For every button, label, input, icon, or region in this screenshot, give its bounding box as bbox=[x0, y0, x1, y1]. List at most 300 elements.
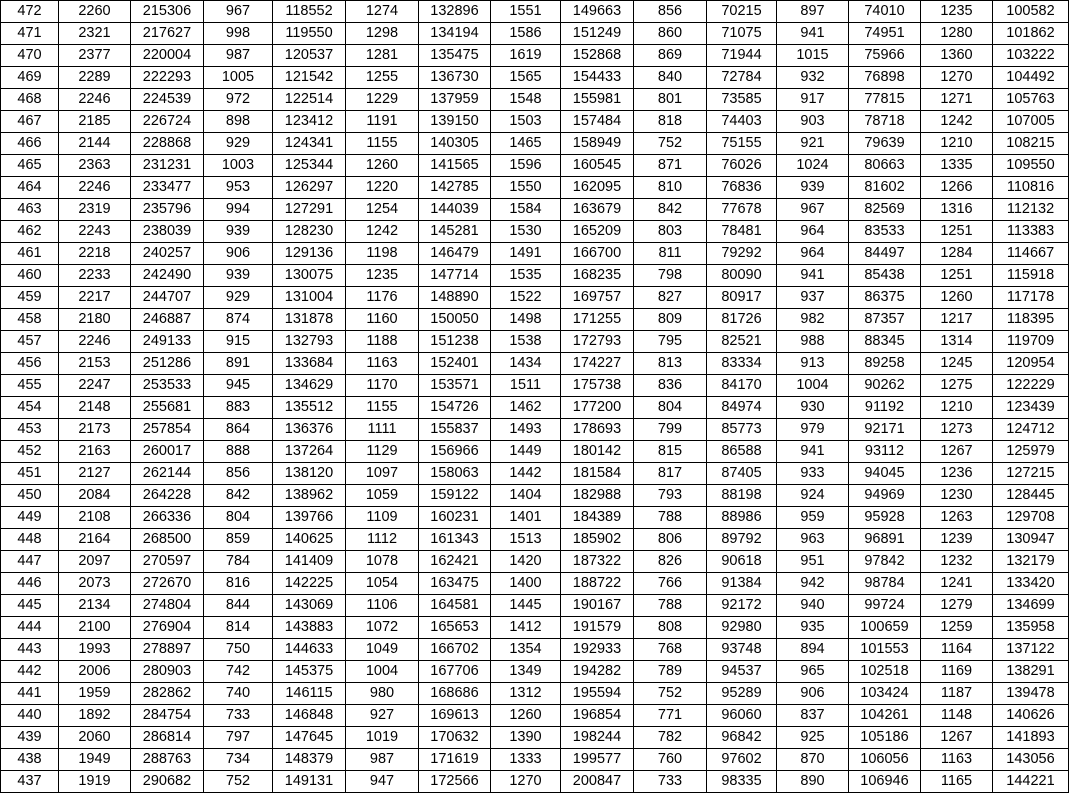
table-cell: 1266 bbox=[921, 177, 993, 199]
table-cell: 1106 bbox=[346, 595, 419, 617]
table-row bbox=[1, 199, 1069, 221]
table-cell: 85438 bbox=[849, 265, 921, 287]
table-cell: 94969 bbox=[849, 485, 921, 507]
row-index-cell: 444 bbox=[1, 617, 59, 639]
table-cell: 903 bbox=[777, 111, 849, 133]
table-cell: 101553 bbox=[849, 639, 921, 661]
table-cell: 1251 bbox=[921, 221, 993, 243]
table-cell: 133420 bbox=[993, 573, 1069, 595]
table-cell: 81602 bbox=[849, 177, 921, 199]
table-cell: 157484 bbox=[561, 111, 634, 133]
table-cell: 158949 bbox=[561, 133, 634, 155]
table-cell: 109550 bbox=[993, 155, 1069, 177]
table-cell: 856 bbox=[634, 1, 707, 23]
table-cell: 72784 bbox=[707, 67, 777, 89]
table-cell: 898 bbox=[204, 111, 273, 133]
table-cell: 100659 bbox=[849, 617, 921, 639]
table-cell: 181584 bbox=[561, 463, 634, 485]
table-cell: 2173 bbox=[59, 419, 131, 441]
table-cell: 1312 bbox=[491, 683, 561, 705]
table-cell: 1148 bbox=[921, 705, 993, 727]
table-cell: 131878 bbox=[273, 309, 346, 331]
table-cell: 1280 bbox=[921, 23, 993, 45]
table-cell: 788 bbox=[634, 595, 707, 617]
table-cell: 260017 bbox=[131, 441, 204, 463]
table-cell: 1239 bbox=[921, 529, 993, 551]
table-cell: 1360 bbox=[921, 45, 993, 67]
table-cell: 85773 bbox=[707, 419, 777, 441]
table-cell: 982 bbox=[777, 309, 849, 331]
table-cell: 816 bbox=[204, 573, 273, 595]
table-cell: 196854 bbox=[561, 705, 634, 727]
table-row bbox=[1, 507, 1069, 529]
table-cell: 114667 bbox=[993, 243, 1069, 265]
table-row bbox=[1, 683, 1069, 705]
table-cell: 153571 bbox=[419, 375, 491, 397]
table-row bbox=[1, 705, 1069, 727]
table-cell: 1270 bbox=[491, 771, 561, 793]
table-cell: 80090 bbox=[707, 265, 777, 287]
table-cell: 1354 bbox=[491, 639, 561, 661]
table-cell: 192933 bbox=[561, 639, 634, 661]
table-cell: 87405 bbox=[707, 463, 777, 485]
table-cell: 891 bbox=[204, 353, 273, 375]
table-cell: 1270 bbox=[921, 67, 993, 89]
table-row bbox=[1, 397, 1069, 419]
table-cell: 151249 bbox=[561, 23, 634, 45]
table-row bbox=[1, 463, 1069, 485]
table-cell: 86588 bbox=[707, 441, 777, 463]
table-row bbox=[1, 595, 1069, 617]
table-cell: 1163 bbox=[346, 353, 419, 375]
table-cell: 89792 bbox=[707, 529, 777, 551]
table-cell: 146848 bbox=[273, 705, 346, 727]
table-cell: 1333 bbox=[491, 749, 561, 771]
table-row bbox=[1, 309, 1069, 331]
table-cell: 988 bbox=[777, 331, 849, 353]
table-cell: 91192 bbox=[849, 397, 921, 419]
table-cell: 87357 bbox=[849, 309, 921, 331]
table-cell: 172793 bbox=[561, 331, 634, 353]
table-cell: 963 bbox=[777, 529, 849, 551]
table-row bbox=[1, 573, 1069, 595]
table-cell: 96891 bbox=[849, 529, 921, 551]
table-cell: 972 bbox=[204, 89, 273, 111]
table-cell: 119709 bbox=[993, 331, 1069, 353]
table-cell: 1462 bbox=[491, 397, 561, 419]
table-cell: 169613 bbox=[419, 705, 491, 727]
table-cell: 844 bbox=[204, 595, 273, 617]
table-cell: 108215 bbox=[993, 133, 1069, 155]
table-cell: 132896 bbox=[419, 1, 491, 23]
table-cell: 913 bbox=[777, 353, 849, 375]
table-cell: 172566 bbox=[419, 771, 491, 793]
table-cell: 142225 bbox=[273, 573, 346, 595]
table-cell: 1503 bbox=[491, 111, 561, 133]
table-cell: 165653 bbox=[419, 617, 491, 639]
table-cell: 2260 bbox=[59, 1, 131, 23]
table-cell: 133684 bbox=[273, 353, 346, 375]
table-cell: 980 bbox=[346, 683, 419, 705]
table-cell: 1390 bbox=[491, 727, 561, 749]
table-cell: 1015 bbox=[777, 45, 849, 67]
table-cell: 2247 bbox=[59, 375, 131, 397]
table-cell: 94045 bbox=[849, 463, 921, 485]
table-cell: 840 bbox=[634, 67, 707, 89]
row-index-cell: 450 bbox=[1, 485, 59, 507]
table-row bbox=[1, 727, 1069, 749]
table-cell: 158063 bbox=[419, 463, 491, 485]
table-cell: 121542 bbox=[273, 67, 346, 89]
table-cell: 933 bbox=[777, 463, 849, 485]
row-index-cell: 439 bbox=[1, 727, 59, 749]
table-cell: 2217 bbox=[59, 287, 131, 309]
table-cell: 813 bbox=[634, 353, 707, 375]
table-cell: 1254 bbox=[346, 199, 419, 221]
table-cell: 1493 bbox=[491, 419, 561, 441]
table-cell: 1210 bbox=[921, 397, 993, 419]
table-cell: 1109 bbox=[346, 507, 419, 529]
table-cell: 79292 bbox=[707, 243, 777, 265]
table-cell: 1993 bbox=[59, 639, 131, 661]
row-index-cell: 469 bbox=[1, 67, 59, 89]
table-row bbox=[1, 529, 1069, 551]
table-cell: 122514 bbox=[273, 89, 346, 111]
table-cell: 253533 bbox=[131, 375, 204, 397]
table-cell: 73585 bbox=[707, 89, 777, 111]
table-cell: 127291 bbox=[273, 199, 346, 221]
table-cell: 994 bbox=[204, 199, 273, 221]
table-cell: 134699 bbox=[993, 595, 1069, 617]
table-cell: 112132 bbox=[993, 199, 1069, 221]
table-cell: 97602 bbox=[707, 749, 777, 771]
table-cell: 142785 bbox=[419, 177, 491, 199]
table-cell: 75966 bbox=[849, 45, 921, 67]
table-cell: 939 bbox=[204, 265, 273, 287]
table-cell: 106946 bbox=[849, 771, 921, 793]
row-index-cell: 454 bbox=[1, 397, 59, 419]
table-cell: 74403 bbox=[707, 111, 777, 133]
table-cell: 1434 bbox=[491, 353, 561, 375]
table-cell: 1191 bbox=[346, 111, 419, 133]
table-cell: 278897 bbox=[131, 639, 204, 661]
table-cell: 1078 bbox=[346, 551, 419, 573]
table-cell: 921 bbox=[777, 133, 849, 155]
table-cell: 801 bbox=[634, 89, 707, 111]
table-cell: 195594 bbox=[561, 683, 634, 705]
table-cell: 2148 bbox=[59, 397, 131, 419]
table-cell: 155837 bbox=[419, 419, 491, 441]
table-cell: 88198 bbox=[707, 485, 777, 507]
table-cell: 782 bbox=[634, 727, 707, 749]
table-cell: 804 bbox=[204, 507, 273, 529]
table-cell: 1019 bbox=[346, 727, 419, 749]
table-cell: 100582 bbox=[993, 1, 1069, 23]
table-cell: 752 bbox=[204, 771, 273, 793]
table-cell: 953 bbox=[204, 177, 273, 199]
table-cell: 242490 bbox=[131, 265, 204, 287]
table-cell: 869 bbox=[634, 45, 707, 67]
table-cell: 1112 bbox=[346, 529, 419, 551]
row-index-cell: 467 bbox=[1, 111, 59, 133]
table-cell: 815 bbox=[634, 441, 707, 463]
table-cell: 163679 bbox=[561, 199, 634, 221]
table-cell: 139766 bbox=[273, 507, 346, 529]
table-cell: 166700 bbox=[561, 243, 634, 265]
table-cell: 752 bbox=[634, 683, 707, 705]
table-cell: 135958 bbox=[993, 617, 1069, 639]
table-cell: 145375 bbox=[273, 661, 346, 683]
table-cell: 788 bbox=[634, 507, 707, 529]
table-cell: 809 bbox=[634, 309, 707, 331]
table-cell: 130075 bbox=[273, 265, 346, 287]
table-body bbox=[1, 1, 1069, 793]
table-cell: 1551 bbox=[491, 1, 561, 23]
table-cell: 789 bbox=[634, 661, 707, 683]
table-cell: 1535 bbox=[491, 265, 561, 287]
table-cell: 235796 bbox=[131, 199, 204, 221]
table-cell: 750 bbox=[204, 639, 273, 661]
table-cell: 140626 bbox=[993, 705, 1069, 727]
table-cell: 120954 bbox=[993, 353, 1069, 375]
table-cell: 171255 bbox=[561, 309, 634, 331]
table-cell: 793 bbox=[634, 485, 707, 507]
table-row bbox=[1, 661, 1069, 683]
table-cell: 951 bbox=[777, 551, 849, 573]
table-cell: 1892 bbox=[59, 705, 131, 727]
table-cell: 1412 bbox=[491, 617, 561, 639]
table-cell: 132793 bbox=[273, 331, 346, 353]
table-cell: 131004 bbox=[273, 287, 346, 309]
table-cell: 939 bbox=[777, 177, 849, 199]
table-cell: 1586 bbox=[491, 23, 561, 45]
table-cell: 806 bbox=[634, 529, 707, 551]
table-cell: 930 bbox=[777, 397, 849, 419]
table-cell: 1491 bbox=[491, 243, 561, 265]
table-cell: 2134 bbox=[59, 595, 131, 617]
table-cell: 140625 bbox=[273, 529, 346, 551]
table-cell: 2127 bbox=[59, 463, 131, 485]
table-cell: 96842 bbox=[707, 727, 777, 749]
table-cell: 135512 bbox=[273, 397, 346, 419]
table-row bbox=[1, 243, 1069, 265]
table-row bbox=[1, 617, 1069, 639]
table-cell: 890 bbox=[777, 771, 849, 793]
row-index-cell: 453 bbox=[1, 419, 59, 441]
table-cell: 1273 bbox=[921, 419, 993, 441]
table-cell: 2153 bbox=[59, 353, 131, 375]
table-cell: 94537 bbox=[707, 661, 777, 683]
table-cell: 136730 bbox=[419, 67, 491, 89]
row-index-cell: 466 bbox=[1, 133, 59, 155]
table-cell: 1335 bbox=[921, 155, 993, 177]
table-cell: 220004 bbox=[131, 45, 204, 67]
table-cell: 238039 bbox=[131, 221, 204, 243]
table-cell: 143069 bbox=[273, 595, 346, 617]
table-cell: 170632 bbox=[419, 727, 491, 749]
table-cell: 191579 bbox=[561, 617, 634, 639]
table-cell: 71075 bbox=[707, 23, 777, 45]
table-cell: 1230 bbox=[921, 485, 993, 507]
table-cell: 1530 bbox=[491, 221, 561, 243]
table-cell: 1281 bbox=[346, 45, 419, 67]
table-cell: 1188 bbox=[346, 331, 419, 353]
table-cell: 2218 bbox=[59, 243, 131, 265]
table-cell: 888 bbox=[204, 441, 273, 463]
table-cell: 1169 bbox=[921, 661, 993, 683]
table-cell: 84497 bbox=[849, 243, 921, 265]
table-cell: 1316 bbox=[921, 199, 993, 221]
table-cell: 124341 bbox=[273, 133, 346, 155]
table-cell: 1155 bbox=[346, 397, 419, 419]
table-cell: 105763 bbox=[993, 89, 1069, 111]
table-cell: 115918 bbox=[993, 265, 1069, 287]
table-cell: 99724 bbox=[849, 595, 921, 617]
table-cell: 784 bbox=[204, 551, 273, 573]
table-cell: 118395 bbox=[993, 309, 1069, 331]
table-cell: 1220 bbox=[346, 177, 419, 199]
table-cell: 742 bbox=[204, 661, 273, 683]
table-cell: 2233 bbox=[59, 265, 131, 287]
table-cell: 734 bbox=[204, 749, 273, 771]
table-cell: 987 bbox=[346, 749, 419, 771]
table-cell: 917 bbox=[777, 89, 849, 111]
row-index-cell: 451 bbox=[1, 463, 59, 485]
table-cell: 795 bbox=[634, 331, 707, 353]
table-cell: 2060 bbox=[59, 727, 131, 749]
table-cell: 274804 bbox=[131, 595, 204, 617]
table-cell: 257854 bbox=[131, 419, 204, 441]
table-cell: 129136 bbox=[273, 243, 346, 265]
table-cell: 244707 bbox=[131, 287, 204, 309]
table-cell: 125979 bbox=[993, 441, 1069, 463]
row-index-cell: 457 bbox=[1, 331, 59, 353]
table-cell: 1217 bbox=[921, 309, 993, 331]
table-cell: 138120 bbox=[273, 463, 346, 485]
table-cell: 811 bbox=[634, 243, 707, 265]
table-cell: 814 bbox=[204, 617, 273, 639]
table-cell: 906 bbox=[777, 683, 849, 705]
table-cell: 797 bbox=[204, 727, 273, 749]
table-row bbox=[1, 23, 1069, 45]
table-cell: 2321 bbox=[59, 23, 131, 45]
table-cell: 77815 bbox=[849, 89, 921, 111]
table-cell: 134194 bbox=[419, 23, 491, 45]
table-cell: 226724 bbox=[131, 111, 204, 133]
table-cell: 89258 bbox=[849, 353, 921, 375]
table-cell: 139478 bbox=[993, 683, 1069, 705]
table-cell: 1548 bbox=[491, 89, 561, 111]
table-cell: 286814 bbox=[131, 727, 204, 749]
table-cell: 146479 bbox=[419, 243, 491, 265]
table-cell: 1260 bbox=[921, 287, 993, 309]
table-cell: 88345 bbox=[849, 331, 921, 353]
table-cell: 280903 bbox=[131, 661, 204, 683]
table-cell: 733 bbox=[204, 705, 273, 727]
table-cell: 1059 bbox=[346, 485, 419, 507]
table-cell: 1260 bbox=[491, 705, 561, 727]
table-cell: 818 bbox=[634, 111, 707, 133]
table-cell: 119550 bbox=[273, 23, 346, 45]
table-cell: 964 bbox=[777, 243, 849, 265]
table-cell: 146115 bbox=[273, 683, 346, 705]
table-cell: 859 bbox=[204, 529, 273, 551]
table-cell: 837 bbox=[777, 705, 849, 727]
table-cell: 1271 bbox=[921, 89, 993, 111]
table-cell: 959 bbox=[777, 507, 849, 529]
table-cell: 870 bbox=[777, 749, 849, 771]
table-cell: 964 bbox=[777, 221, 849, 243]
table-row bbox=[1, 133, 1069, 155]
table-cell: 86375 bbox=[849, 287, 921, 309]
table-cell: 842 bbox=[634, 199, 707, 221]
table-cell: 123412 bbox=[273, 111, 346, 133]
table-cell: 147645 bbox=[273, 727, 346, 749]
table-cell: 144633 bbox=[273, 639, 346, 661]
table-cell: 272670 bbox=[131, 573, 204, 595]
table-cell: 1565 bbox=[491, 67, 561, 89]
table-cell: 168235 bbox=[561, 265, 634, 287]
row-index-cell: 470 bbox=[1, 45, 59, 67]
table-cell: 162095 bbox=[561, 177, 634, 199]
table-cell: 231231 bbox=[131, 155, 204, 177]
table-cell: 98335 bbox=[707, 771, 777, 793]
table-cell: 107005 bbox=[993, 111, 1069, 133]
table-cell: 1049 bbox=[346, 639, 419, 661]
table-cell: 185902 bbox=[561, 529, 634, 551]
table-cell: 168686 bbox=[419, 683, 491, 705]
table-cell: 935 bbox=[777, 617, 849, 639]
table-cell: 1513 bbox=[491, 529, 561, 551]
table-cell: 941 bbox=[777, 265, 849, 287]
table-cell: 1004 bbox=[777, 375, 849, 397]
table-cell: 262144 bbox=[131, 463, 204, 485]
table-cell: 733 bbox=[634, 771, 707, 793]
table-cell: 217627 bbox=[131, 23, 204, 45]
table-cell: 883 bbox=[204, 397, 273, 419]
table-cell: 75155 bbox=[707, 133, 777, 155]
table-cell: 927 bbox=[346, 705, 419, 727]
table-cell: 151238 bbox=[419, 331, 491, 353]
table-cell: 871 bbox=[634, 155, 707, 177]
table-cell: 106056 bbox=[849, 749, 921, 771]
table-cell: 270597 bbox=[131, 551, 204, 573]
table-cell: 134629 bbox=[273, 375, 346, 397]
table-cell: 1401 bbox=[491, 507, 561, 529]
table-cell: 915 bbox=[204, 331, 273, 353]
table-cell: 1176 bbox=[346, 287, 419, 309]
table-cell: 127215 bbox=[993, 463, 1069, 485]
table-cell: 947 bbox=[346, 771, 419, 793]
table-cell: 130947 bbox=[993, 529, 1069, 551]
table-row bbox=[1, 331, 1069, 353]
table-cell: 1959 bbox=[59, 683, 131, 705]
table-cell: 826 bbox=[634, 551, 707, 573]
row-index-cell: 443 bbox=[1, 639, 59, 661]
table-cell: 1245 bbox=[921, 353, 993, 375]
row-index-cell: 471 bbox=[1, 23, 59, 45]
table-cell: 76026 bbox=[707, 155, 777, 177]
table-cell: 939 bbox=[204, 221, 273, 243]
table-cell: 2246 bbox=[59, 177, 131, 199]
table-cell: 2243 bbox=[59, 221, 131, 243]
table-cell: 1241 bbox=[921, 573, 993, 595]
table-cell: 152868 bbox=[561, 45, 634, 67]
table-cell: 129708 bbox=[993, 507, 1069, 529]
table-cell: 200847 bbox=[561, 771, 634, 793]
table-cell: 135475 bbox=[419, 45, 491, 67]
table-cell: 91384 bbox=[707, 573, 777, 595]
